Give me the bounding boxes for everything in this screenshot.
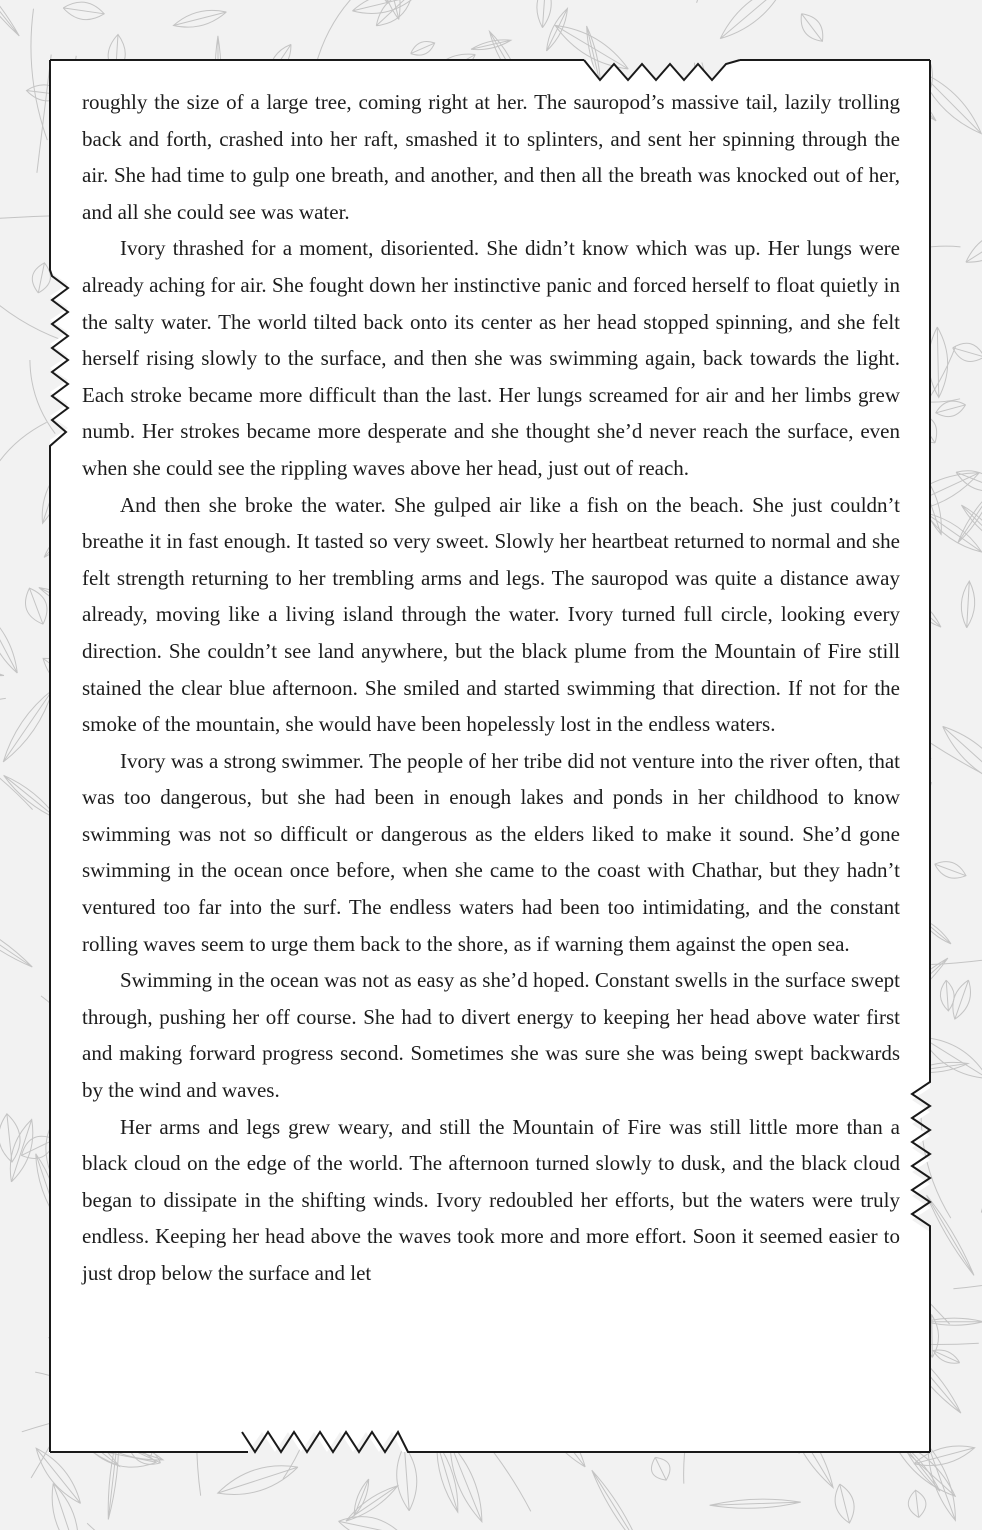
- body-text: [82, 84, 900, 1292]
- paragraph-2: Ivory thrashed for a moment, disoriented. She didn’t know which was up. Her lungs were already aching for air. She fought down her instinctive panic and forced herself to float quietly in the salty water. The world tilted back onto its center as her head stopped spinning, and she felt herself rising slowly to the surface, and then she was swimming again, back towards the light. Each stroke became more difficult than the last. Her lungs screamed for air and her limbs grew numb. Her strokes became more desperate and she thought she’d never reach the surface, even when she could see the rippling waves above her head, just out of reach.: [82, 236, 900, 480]
- paragraph-6: Her arms and legs grew weary, and still the Mountain of Fire was still little more than a black cloud on the edge of the world. The afternoon turned slowly to dusk, and the black cloud began to dissipate in the shifting winds. Ivory redoubled her efforts, but the waters were truly endless. Keeping her head above the waves took more and more effort. Soon it seemed easier to just drop below the surface and let: [82, 1114, 900, 1285]
- paragraph-3: And then she broke the water. She gulped air like a fish on the beach. She just couldn’t breathe it in fast enough. It tasted so very sweet. Slowly her heartbeat returned to normal and she felt strength returning to her trembling arms and legs. The sauropod was quite a distance away already, moving like a living island through the water. Ivory turned full circle, looking every direction. She couldn’t see land anywhere, but the black plume from the Mountain of Fire still stained the clear blue afternoon. She smiled and started swimming that direction. If not for the smoke of the mountain, she would have been hopelessly lost in the endless waters.: [82, 492, 900, 737]
- paragraph-4: Ivory was a strong swimmer. The people of her tribe did not venture into the river often, that was too dangerous, but she had been in enough lakes and ponds in her childhood to know swimming was not so difficult or dangerous as the elders liked to make it sound. She’d gone swimming in the ocean once before, when she came to the coast with Chathar, but they hadn’t ventured too far into the surf. The endless waters had been too intimidating, and the constant rolling waves seem to urge them back to the shore, as if warning them against the open sea.: [82, 748, 900, 956]
- paragraph-5: Swimming in the ocean was not as easy as she’d hoped. Constant swells in the surface swept through, pushing her off course. She had to divert energy to keeping her head above water first and making forward progress second. Sometimes she was sure she was being swept backwards by the wind and waves.: [82, 968, 900, 1103]
- paragraph-1: roughly the size of a large tree, coming right at her. The sauropod’s massive tail, lazily trolling back and forth, crashed into her raft, smashed it to splinters, and sent her spinning through the air. She had time to gulp one breath, and another, and then all the breath was knocked out of her, and all she could see was water.: [82, 90, 900, 224]
